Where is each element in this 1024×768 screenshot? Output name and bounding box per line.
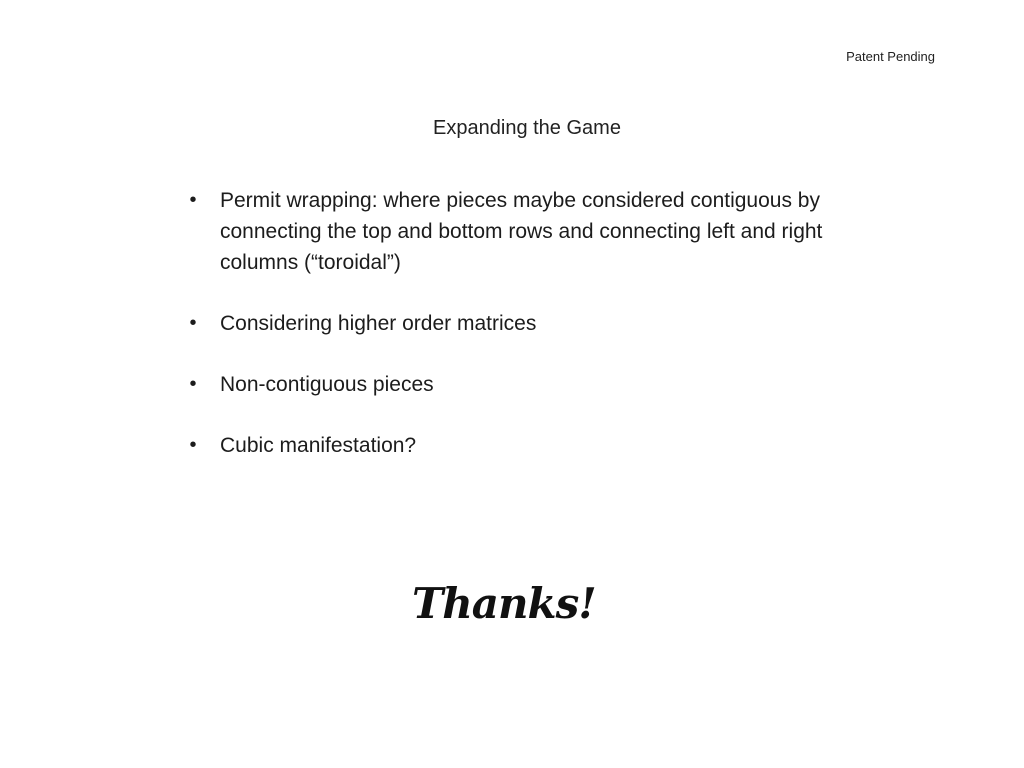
bullet-item-higher-order	[186, 308, 876, 339]
closing-thanks: Thanks!	[412, 579, 596, 628]
bullet-point-icon: •	[189, 189, 197, 211]
bullet-point-icon: •	[189, 434, 197, 456]
bullet-item-cubic	[186, 430, 876, 461]
patent-pending-label: Patent Pending	[846, 49, 935, 64]
bullet-text: Considering higher order matrices	[220, 312, 537, 335]
bullet-item-non-contiguous	[186, 369, 876, 400]
bullet-item-wrapping	[186, 185, 876, 278]
bullet-point-icon: •	[189, 312, 197, 334]
bullet-text: Non-contiguous pieces	[220, 373, 434, 396]
slide-title: Expanding the Game	[433, 117, 621, 139]
bullet-text: Cubic manifestation?	[220, 434, 417, 457]
bullet-list	[186, 185, 876, 491]
bullet-point-icon: •	[189, 373, 197, 395]
bullet-text: Permit wrapping: where pieces maybe considered contiguous by connecting the top and bottom rows and connecting left and right columns (“toroidal”)	[220, 189, 823, 274]
